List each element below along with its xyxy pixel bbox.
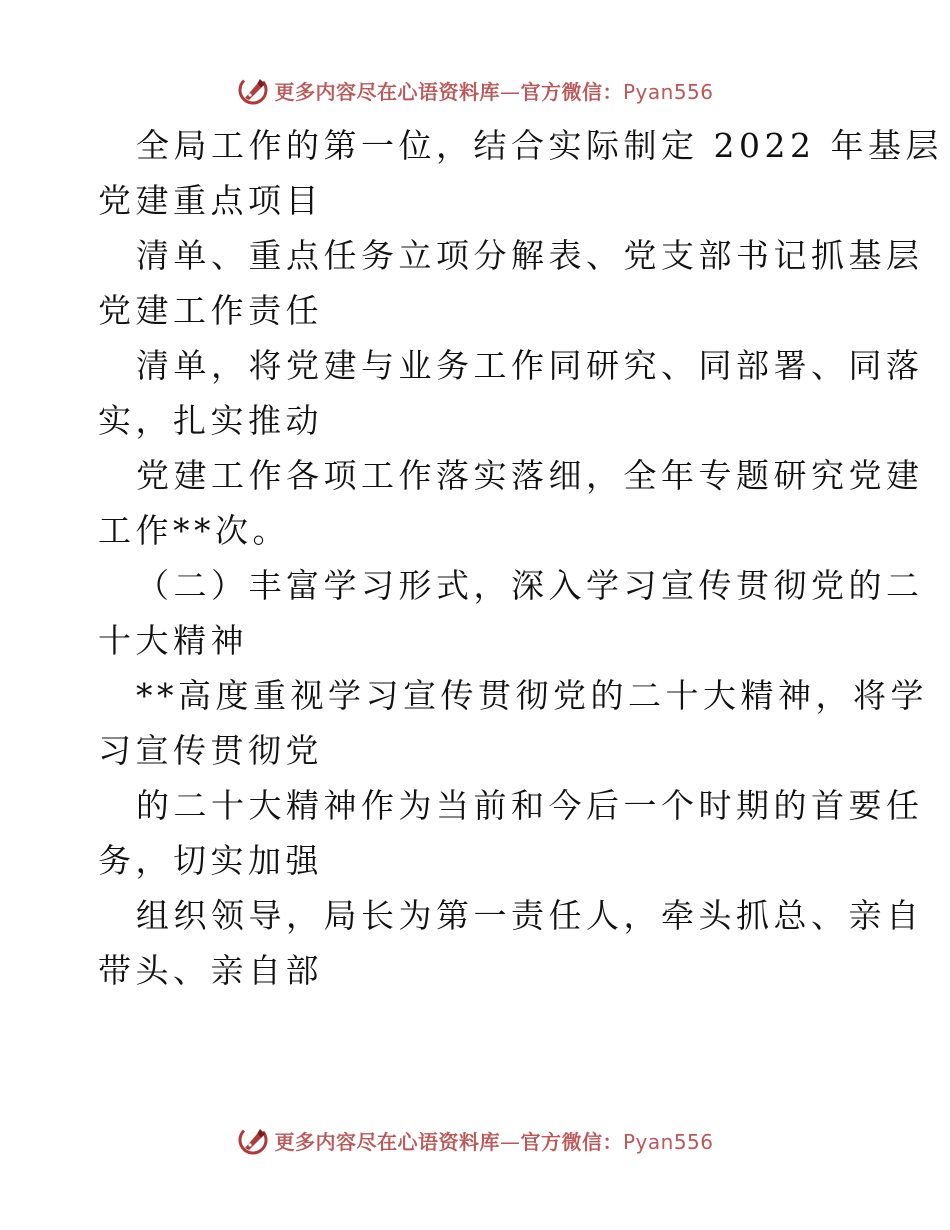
header-wechat-label: 官方微信： xyxy=(520,79,623,104)
header-banner-text xyxy=(274,76,713,105)
body-line: **高度重视学习宣传贯彻党的二十大精神，将学 xyxy=(136,676,928,715)
document-body xyxy=(98,118,943,998)
body-line: 党建工作各项工作落实落细，全年专题研究党建 xyxy=(136,456,924,495)
header-separator: — xyxy=(499,79,521,104)
header-wechat-id: Pyan556 xyxy=(622,79,714,104)
body-line: 务，切实加强 xyxy=(98,841,323,880)
section-heading-cont: 十大精神 xyxy=(98,621,248,660)
body-line: 习宣传贯彻党 xyxy=(98,731,323,770)
footer-separator: — xyxy=(499,1129,521,1154)
section-heading: （二）丰富学习形式，深入学习宣传贯彻党的二 xyxy=(136,566,924,605)
body-line: 组织领导，局长为第一责任人，牵头抓总、亲自 xyxy=(136,896,924,935)
pen-nib-circle-icon xyxy=(236,1123,270,1157)
body-line: 清单，将党建与业务工作同研究、同部署、同落 xyxy=(136,346,924,385)
footer-banner-text xyxy=(274,1126,713,1155)
pen-nib-circle-icon xyxy=(236,73,270,107)
body-line: 党建工作责任 xyxy=(98,291,323,330)
body-line: 的二十大精神作为当前和今后一个时期的首要任 xyxy=(136,786,924,825)
body-line: 工作**次。 xyxy=(98,511,290,550)
header-site-name: 更多内容尽在心语资料库 xyxy=(274,79,500,104)
body-line: 全局工作的第一位，结合实际制定 2022 年基层 xyxy=(136,126,943,165)
footer-site-name: 更多内容尽在心语资料库 xyxy=(274,1129,500,1154)
body-line: 党建重点项目 xyxy=(98,181,323,220)
footer-banner xyxy=(0,1120,950,1160)
body-line: 带头、亲自部 xyxy=(98,951,323,990)
footer-wechat-id: Pyan556 xyxy=(622,1129,714,1154)
header-banner xyxy=(0,70,950,110)
body-line: 实，扎实推动 xyxy=(98,401,323,440)
body-line: 清单、重点任务立项分解表、党支部书记抓基层 xyxy=(136,236,924,275)
footer-wechat-label: 官方微信： xyxy=(520,1129,623,1154)
